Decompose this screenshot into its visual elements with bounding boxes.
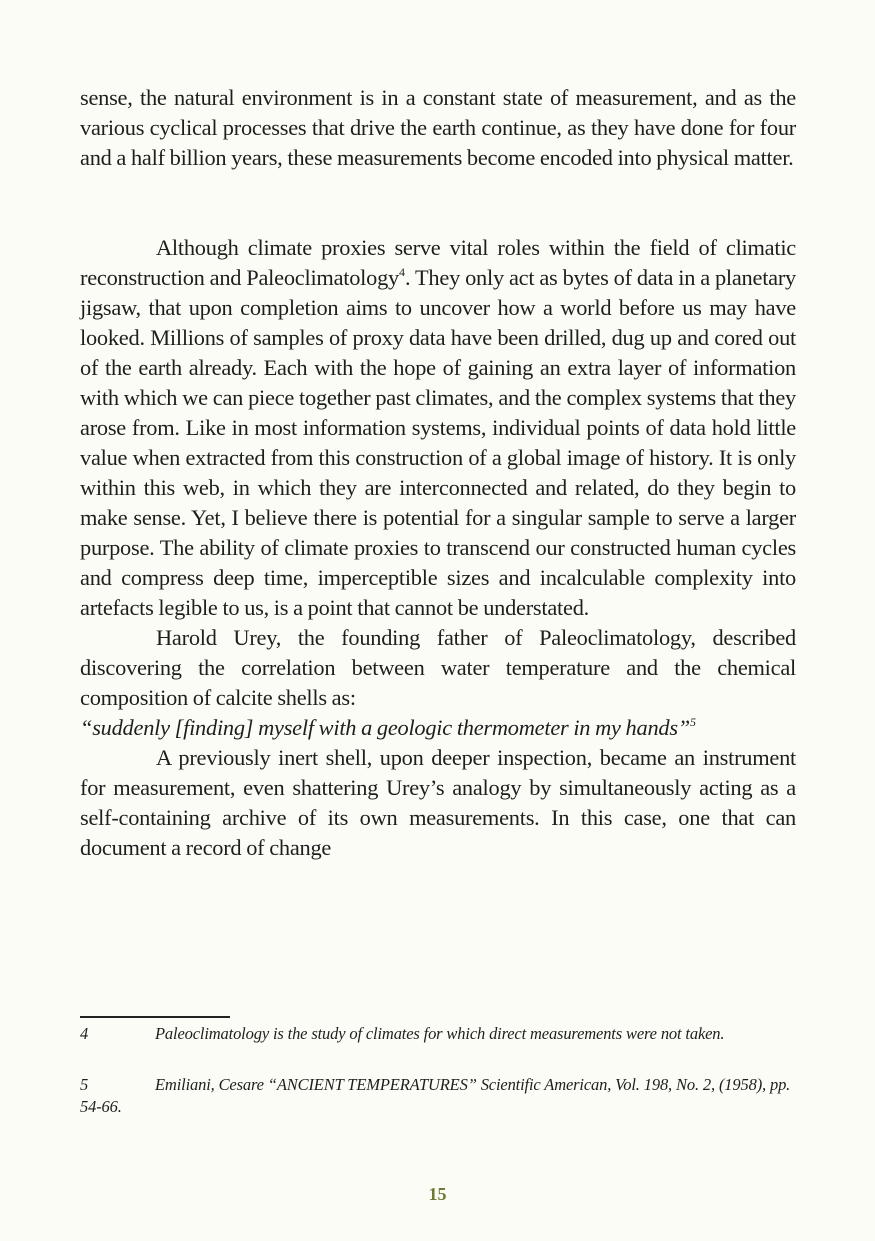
paragraph-text: sense, the natural environment is in a constant state of measurement, and as the various cyclical processes that drive the earth continue, as they have done for four and a half billion years, these measurements become encoded into physical matter.	[80, 85, 796, 170]
footnote-5	[80, 1074, 796, 1118]
paragraph-text-part: Although climate proxies serve vital roles within the field of climatic reconstruction and Paleoclimatology	[80, 235, 796, 290]
paragraph-inert-shell: A previously inert shell, upon deeper inspection, became an instrument for measurement, even shattering Urey’s analogy by simultaneously acting as a self-containing archive of its own measurements. In this case, one that can document a record of change	[80, 745, 796, 860]
paragraph-text-part: . They only act as bytes of data in a planetary jigsaw, that upon completion aims to uncover how a world before us may have looked. Millions of samples of proxy data have been drilled, dug up and cored out of the earth already. Each with the hope of gaining an extra layer of information with which we can piece together past climates, and the complex systems that they arose from. Like in most information systems, individual points of data hold little value when extracted from this construction of a global image of history. It is only within this web, in which they are interconnected and related, do they begin to make sense. Yet, I believe there is potential for a singular sample to serve a larger purpose. The ability of climate proxies to transcend our constructed human cycles and compress deep time, imperceptible sizes and incalculable complexity into artefacts legible to us, is a point that cannot be understated.	[80, 265, 797, 620]
paragraph-climate-proxies	[80, 233, 796, 623]
footnote-number: 5	[80, 1075, 89, 1094]
footnote-divider	[80, 1016, 230, 1018]
footnote-text: Paleoclimatology is the study of climates for which direct measurements were not taken.	[155, 1024, 725, 1043]
body-text-section	[80, 233, 796, 863]
body-paragraph-continued	[80, 83, 796, 173]
footnote-reference-5: 5	[690, 715, 696, 729]
footnote-number: 4	[80, 1024, 89, 1043]
paragraph-harold-urey: Harold Urey, the founding father of Paleoclimatology, described discovering the correlation between water temperature and the chemical composition of calcite shells as:	[80, 625, 796, 710]
page-number: 15	[428, 1184, 447, 1204]
footnote-4	[80, 1023, 796, 1045]
quote-text: “suddenly [finding] myself with a geologic thermometer in my hands”	[80, 715, 690, 740]
footnote-text: Emiliani, Cesare “ANCIENT TEMPERATURES” Scientific American, Vol. 198, No. 2, (1958), pp. 54-66.	[80, 1075, 791, 1116]
block-quote	[80, 713, 796, 743]
footnote-reference-4: 4	[399, 265, 405, 279]
